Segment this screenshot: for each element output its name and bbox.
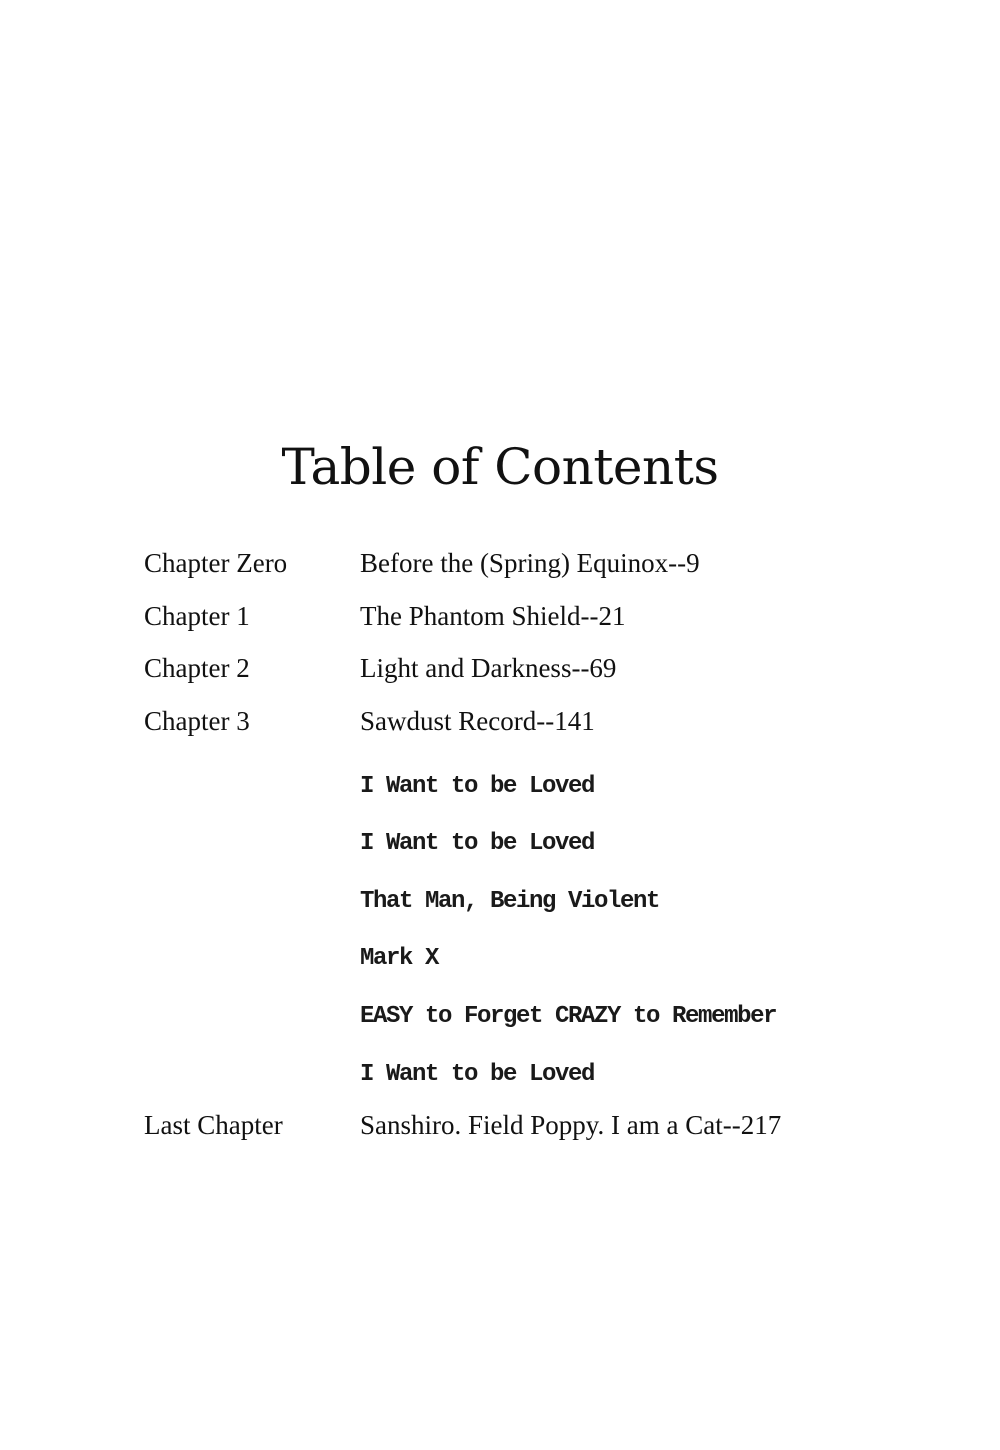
chapter-label: Chapter Zero: [144, 548, 288, 578]
toc-entry: [0, 596, 1000, 636]
toc-entry: [0, 648, 1000, 688]
chapter-label: Chapter 1: [144, 601, 250, 631]
subchapter-title: I Want to be Loved: [360, 773, 595, 800]
chapter-label: Chapter 2: [144, 653, 250, 683]
toc-subentry: [0, 1055, 1000, 1095]
subchapter-title: I Want to be Loved: [360, 830, 595, 857]
toc-subentry: [0, 997, 1000, 1037]
toc-entry: [0, 543, 1000, 583]
subchapter-title: I Want to be Loved: [360, 1061, 595, 1088]
subchapter-title: Mark X: [360, 945, 439, 972]
toc-subentry: [0, 767, 1000, 807]
toc-entry: [0, 701, 1000, 741]
subchapter-title: That Man, Being Violent: [360, 888, 660, 915]
toc-subentry: [0, 939, 1000, 979]
chapter-title: Before the (Spring) Equinox--9: [360, 548, 700, 578]
chapter-label: Last Chapter: [144, 1110, 283, 1140]
chapter-title: The Phantom Shield--21: [360, 601, 626, 631]
toc-entry: [0, 1105, 1000, 1145]
chapter-label: Chapter 3: [144, 706, 250, 736]
chapter-title: Sawdust Record--141: [360, 706, 595, 736]
toc-subentry: [0, 824, 1000, 864]
chapter-title: Sanshiro. Field Poppy. I am a Cat--217: [360, 1110, 782, 1140]
toc-subentry: [0, 882, 1000, 922]
chapter-title: Light and Darkness--69: [360, 653, 617, 683]
subchapter-title: EASY to Forget CRAZY to Remember: [360, 1003, 777, 1030]
page-title: Table of Contents: [281, 438, 719, 496]
